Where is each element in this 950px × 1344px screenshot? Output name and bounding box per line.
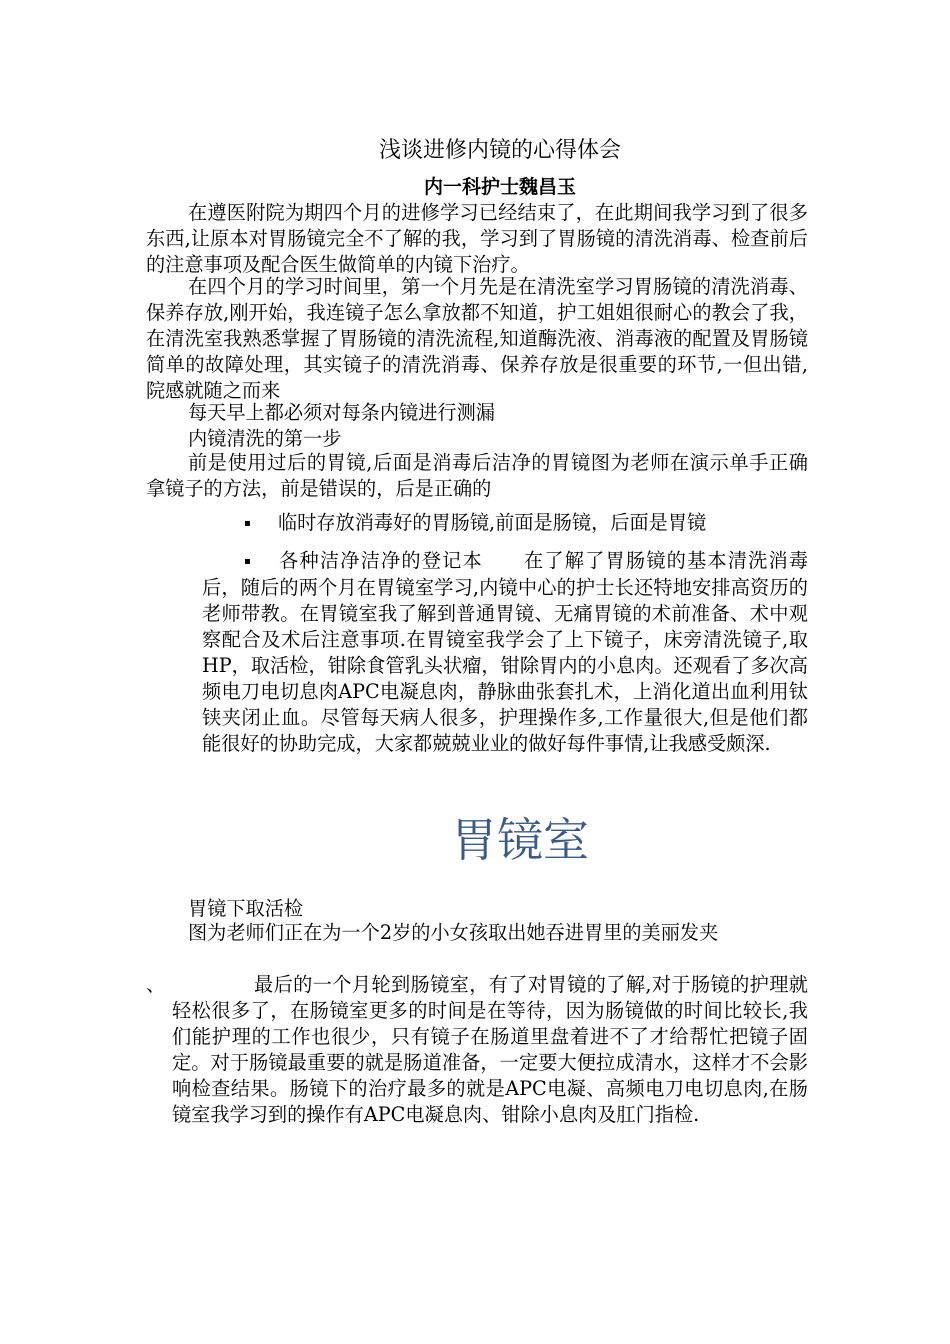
paragraph-intro: 在遵医附院为期四个月的进修学习已经结束了，在此期间我学习到了很多东西,让原本对胃肠镜完全不了解的我，学习到了胃肠镜的清洗消毒、检查前后的注意事项及配合医生做简单的内镜下治疗。 [146,201,808,276]
document-title: 浅谈进修内镜的心得体会 [378,138,621,163]
paragraph-colonoscopy-room: 最后的一个月轮到肠镜室，有了对胃镜的了解,对于肠镜的护理就轻松很多了，在肠镜室更多的时间是在等待，因为肠镜做的时间比较长,我们能护理的工作也很少，只有镜子在肠道里盘着进不了才给帮忙把镜子固定。对于肠镜最重要的就是肠道准备，一定要大便拉成清水，这样才不会影响检查结果。肠镜下的治疗最多的就是APC电凝、高频电刀电切息肉,在肠镜室我学习到的操作有APC电凝息肉、钳除小息肉及肛门指检. [172,973,808,1126]
bullet-text: 各种洁净洁净的登记本 [278,549,483,572]
bullet-icon: ▪ [244,518,251,529]
paragraph-leak-test: 每天早上都必须对每条内镜进行测漏 [188,401,495,424]
bullet-item-register [202,548,808,757]
bullet-item-storage [244,510,706,537]
author-line: 内一科护士魏昌玉 [423,176,576,198]
bullet-icon: ▪ [244,556,251,567]
paragraph-cleaning-room: 在四个月的学习时间里，第一个月先是在清洗室学习胃肠镜的清洗消毒、保养存放,刚开始，我连镜子怎么拿放都不知道，护工姐姐很耐心的教会了我，在清洗室我熟悉掌握了胃肠镜的清洗流程,知道酶洗液、消毒液的配置及胃肠镜简单的故障处理，其实镜子的清洗消毒、保养存放是很重要的环节,一但出错,院感就随之而来 [146,275,808,402]
paragraph-first-step: 内镜清洗的第一步 [188,427,342,450]
paragraph-holding-method: 前是使用过后的胃镜,后面是消毒后洁净的胃镜图为老师在演示单手正确拿镜子的方法，前是错误的，后是正确的 [146,451,808,500]
paragraph-gastroscopy-room: 在了解了胃肠镜的基本清洗消毒后，随后的两个月在胃镜室学习,内镜中心的护士长还特地安排高资历的老师带教。在胃镜室我了解到普通胃镜、无痛胃镜的术前准备、术中观察配合及术后注意事项.在胃镜室我学会了上下镜子，床旁清洗镜子,取HP，取活检，钳除食管乳头状瘤，钳除胃内的小息肉。还观看了多次高频电刀电切息肉APC电凝息肉，静脉曲张套扎术，上消化道出血利用钛铗夹闭止血。尽管每天病人很多，护理操作多,工作量很大,但是他们都能很好的协助完成，大家都兢兢业业的做好每件事情,让我感受颇深. [202,549,809,755]
bullet-text: 临时存放消毒好的胃肠镜,前面是肠镜，后面是胃镜 [278,511,707,534]
gastroscopy-room-heading: 胃镜室 [451,813,589,867]
caption-biopsy: 胃镜下取活检 [188,897,304,920]
caption-hairpin: 图为老师们正在为一个2岁的小女孩取出她吞进胃里的美丽发夹 [188,921,719,944]
list-mark: 、 [146,973,166,996]
